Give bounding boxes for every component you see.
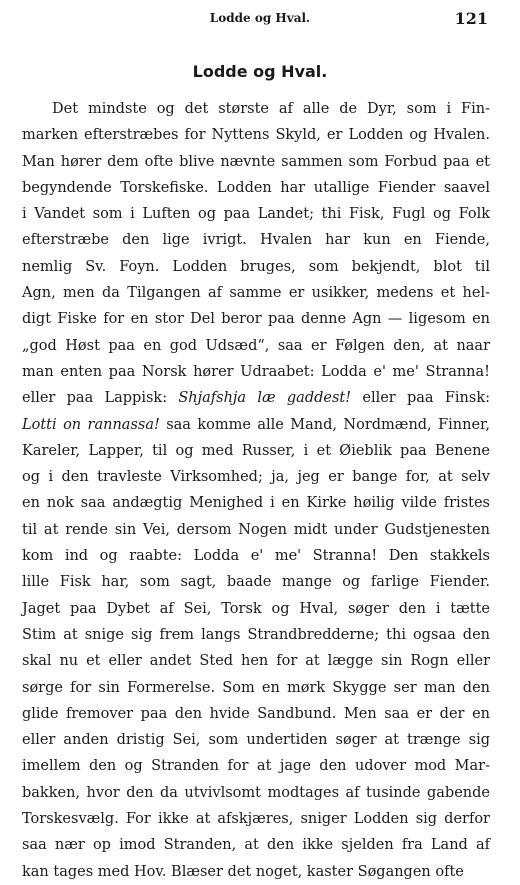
text-line: i Vandet som i Luften og paa Landet; thi Fisk, Fugl og Folk (22, 206, 490, 223)
text-line (22, 412, 490, 438)
text-segment: saa komme alle Mand, Nordmænd, Finner, (159, 416, 490, 433)
running-head (0, 9, 520, 29)
text-line: imellem den og Stranden for at jage den udover mod Mar- (22, 758, 490, 775)
running-head-title: Lodde og Hval. (209, 11, 311, 25)
text-line: Agn, men da Tilgangen af samme er usikker, medens et hel- (22, 285, 490, 302)
text-line: sørge for sin Formerelse. Som en mørk Skygge ser man den (22, 679, 490, 696)
text-segment: eller paa Lappisk: (22, 390, 179, 407)
text-line: eller anden dristig Sei, som undertiden søger at trænge sig (22, 732, 490, 749)
text-line: til at rende sin Vei, dersom Nogen midt under Gudstjenesten (22, 521, 490, 538)
text-line: lille Fisk har, som sagt, baade mange og farlige Fiender. (22, 574, 490, 591)
text-line: glide fremover paa den hvide Sandbund. Men saa er der en (22, 705, 490, 722)
text-line: efterstræbe den lige ivrigt. Hvalen har kun en Fiende, (22, 232, 490, 249)
text-line: kom ind og raabte: Lodda e' me' Stranna! Den stakkels (22, 548, 490, 565)
text-line: Det mindste og det største af alle de Dyr, som i Fin- (52, 101, 490, 117)
text-line: kan tages med Hov. Blæser det noget, kaster Søgangen ofte (22, 863, 464, 880)
page-number: 121 (454, 9, 488, 28)
text-line (22, 385, 490, 411)
text-segment: eller paa Finsk: (351, 390, 491, 407)
text-line: Kareler, Lapper, til og med Russer, i et Øieblik paa Benene (22, 442, 490, 459)
text-line: digt Fiske for en stor Del beror paa denne Agn — ligesom en (22, 311, 490, 328)
text-line: og i den travleste Virksomhed; ja, jeg er bange for, at selv (22, 469, 490, 486)
text-line: Jaget paa Dybet af Sei, Torsk og Hval, søger den i tætte (22, 600, 490, 617)
text-line: saa nær op imod Stranden, at den ikke sjelden fra Land af (22, 837, 490, 854)
text-line: bakken, hvor den da utvivlsomt modtages af tusinde gabende (22, 784, 490, 801)
italic-phrase: Shjafshja læ gaddest! (178, 390, 352, 407)
text-line: man enten paa Norsk hører Udraabet: Lodda e' me' Stranna! (22, 363, 490, 380)
section-heading: Lodde og Hval. (192, 62, 328, 81)
text-line: Stim at snige sig frem langs Strandbredderne; thi ogsaa den (22, 626, 490, 643)
text-line: skal nu et eller andet Sted hen for at lægge sin Rogn eller (22, 653, 490, 670)
text-line: en nok saa andægtig Menighed i en Kirke høilig vilde fristes (22, 495, 490, 512)
text-line: marken efterstræbes for Nyttens Skyld, er Lodden og Hvalen. (22, 127, 490, 144)
text-line: begyndende Torskefiske. Lodden har utallige Fiender saavel (22, 179, 490, 196)
italic-phrase: Lotti on rannassa! (22, 416, 160, 433)
text-line: Man hører dem ofte blive nævnte sammen som Forbud paa et (22, 153, 490, 170)
text-line: nemlig Sv. Foyn. Lodden bruges, som bekjendt, blot til (22, 258, 490, 275)
body-text (22, 96, 490, 885)
text-line: Torskesvælg. For ikke at afskjæres, sniger Lodden sig derfor (22, 811, 490, 828)
text-line: „god Høst paa en god Udsæd“, saa er Følgen den, at naar (22, 337, 490, 354)
